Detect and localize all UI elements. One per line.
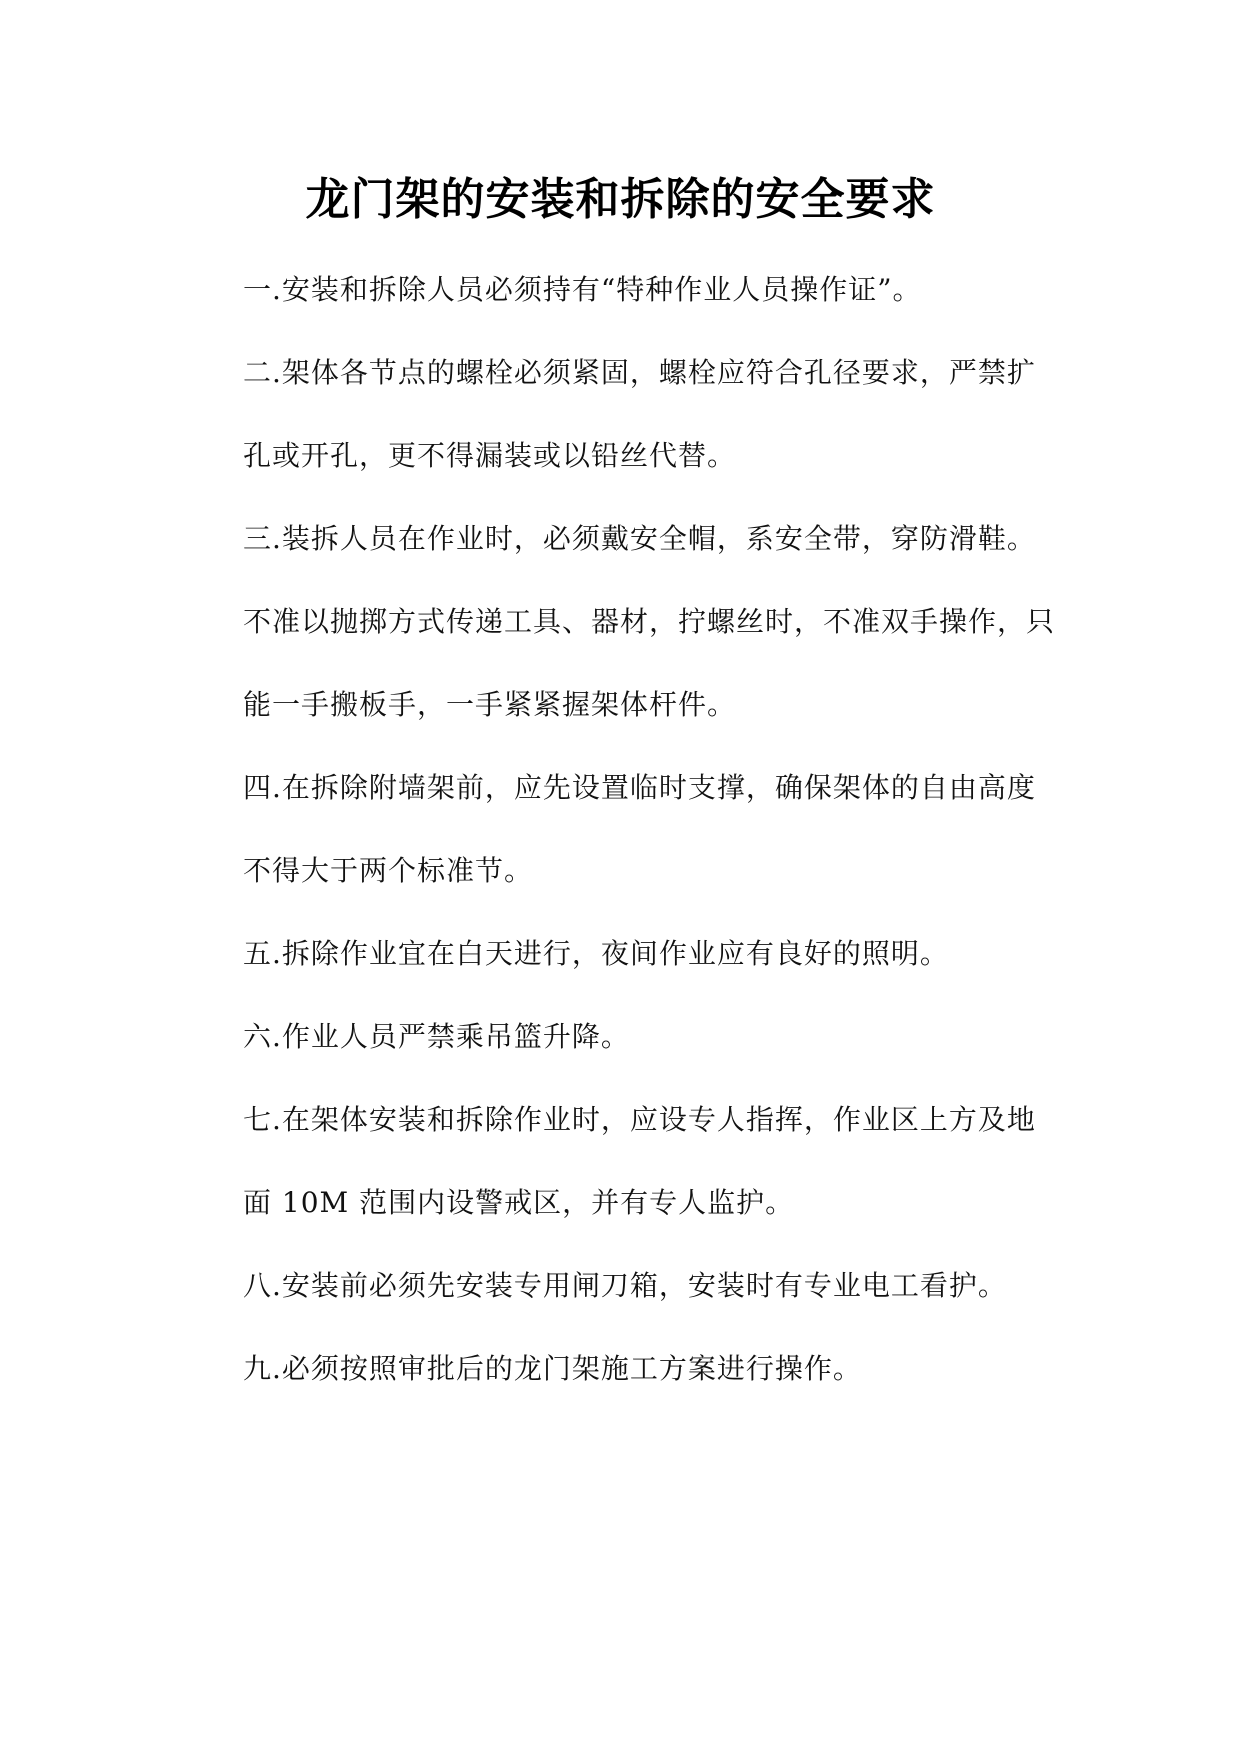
text-line: 不准以抛掷方式传递工具、器材，拧螺丝时，不准双手操作，只 [243, 605, 1056, 638]
text-line: 面 10M 范围内设警戒区，并有专人监护。 [243, 1186, 795, 1219]
text-line: 五.拆除作业宜在白天进行，夜间作业应有良好的照明。 [243, 937, 949, 970]
text-line: 不得大于两个标准节。 [243, 854, 534, 887]
text-line: 七.在架体安装和拆除作业时，应设专人指挥，作业区上方及地 [243, 1103, 1036, 1136]
text-line: 八.安装前必须先安装专用闸刀箱，安装时有专业电工看护。 [243, 1269, 1007, 1302]
text-line: 孔或开孔，更不得漏装或以铅丝代替。 [243, 439, 737, 472]
document-title: 龙门架的安装和拆除的安全要求 [305, 174, 936, 225]
text-line: 九.必须按照审批后的龙门架施工方案进行操作。 [243, 1352, 862, 1385]
document-body [243, 265, 1056, 1427]
text-line: 三.装拆人员在作业时，必须戴安全帽，系安全带，穿防滑鞋。 [243, 522, 1036, 555]
text-line: 一.安装和拆除人员必须持有“特种作业人员操作证”。 [243, 273, 922, 306]
text-line: 能一手搬板手，一手紧紧握架体杆件。 [243, 688, 737, 721]
text-line: 四.在拆除附墙架前，应先设置临时支撑，确保架体的自由高度 [243, 771, 1036, 804]
text-line: 二.架体各节点的螺栓必须紧固，螺栓应符合孔径要求，严禁扩 [243, 356, 1036, 389]
text-line: 六.作业人员严禁乘吊篮升降。 [243, 1020, 630, 1053]
